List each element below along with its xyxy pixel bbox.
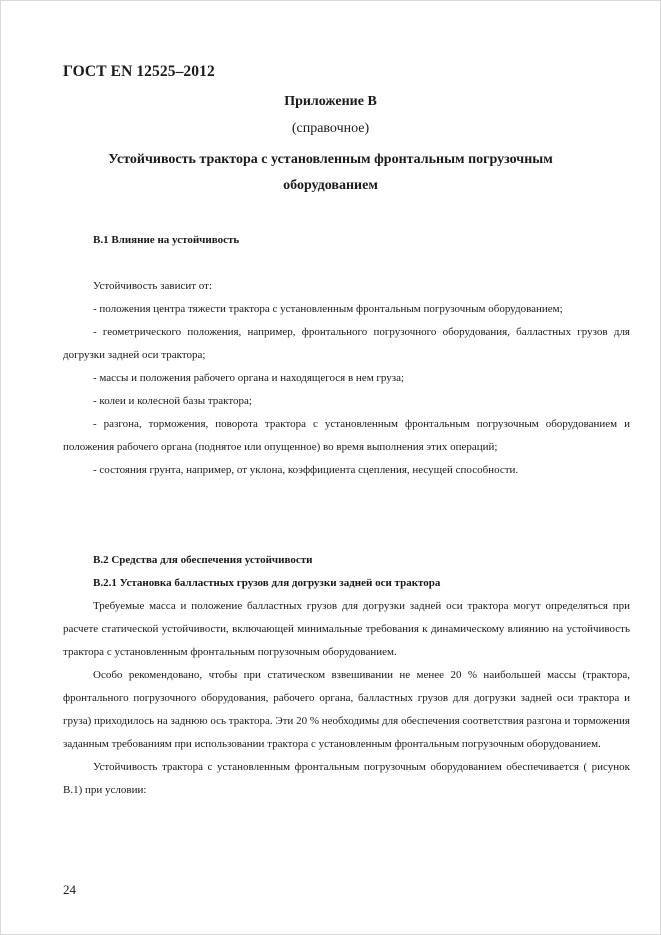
annex-title: Приложение В xyxy=(284,94,377,109)
section-b1-heading: В.1 Влияние на устойчивость xyxy=(93,234,240,246)
page-number: 24 xyxy=(63,882,76,897)
annex-type: (справочное) xyxy=(291,121,370,136)
section-b1 xyxy=(63,229,630,482)
annex-heading-line-2: оборудованием xyxy=(283,178,378,193)
list-item: - состояния грунта, например, от уклона, коэффициента сцепления, несущей способности. xyxy=(93,464,519,476)
paragraph: Особо рекомендовано, чтобы при статическом взвешивании не менее 20 % наибольшей массы (трактора, фронтального погрузочного оборудования, рабочего органа, балластных грузов для догрузки задней оси трактора и груза) приходилось на заднюю ось трактора. Эти 20 % необходимы для обеспечения соответствия разгона и торможения заданным требованиям при использовании трактора с установленным фронтальным погрузочным оборудованием. xyxy=(63,669,630,750)
document-code: ГОСТ EN 12525–2012 xyxy=(63,63,215,80)
paragraph: Устойчивость трактора с установленным фронтальным погрузочным оборудованием обеспечивается ( рисунок В.1) при условии: xyxy=(63,761,630,796)
section-b2 xyxy=(63,549,630,802)
section-b1-intro: Устойчивость зависит от: xyxy=(93,280,213,292)
annex-heading-line-1: Устойчивость трактора с установленным фронтальным погрузочным xyxy=(108,152,553,167)
spacer xyxy=(63,252,630,275)
section-b2-1-heading: В.2.1 Установка балластных грузов для догрузки задней оси трактора xyxy=(93,577,441,589)
annex-heading xyxy=(0,147,661,199)
list-item: - массы и положения рабочего органа и находящегося в нем груза; xyxy=(93,372,405,384)
section-b2-heading: В.2 Средства для обеспечения устойчивости xyxy=(93,554,313,566)
list-item: - положения центра тяжести трактора с установленным фронтальным погрузочным оборудованием; xyxy=(93,303,563,315)
paragraph: Требуемые масса и положение балластных грузов для догрузки задней оси трактора могут определяться при расчете статической устойчивости, включающей минимальные требования к динамическому влиянию на устойчивость трактора с установленным фронтальным погрузочным оборудованием. xyxy=(63,600,630,658)
list-item: - разгона, торможения, поворота трактора с установленным фронтальным погрузочным оборудованием и положения рабочего органа (поднятое или опущенное) во время выполнения этих операций; xyxy=(63,418,630,453)
list-item: - колеи и колесной базы трактора; xyxy=(93,395,252,407)
list-item: - геометрического положения, например, фронтального погрузочного оборудования, балластных грузов для догрузки задней оси трактора; xyxy=(63,326,630,361)
